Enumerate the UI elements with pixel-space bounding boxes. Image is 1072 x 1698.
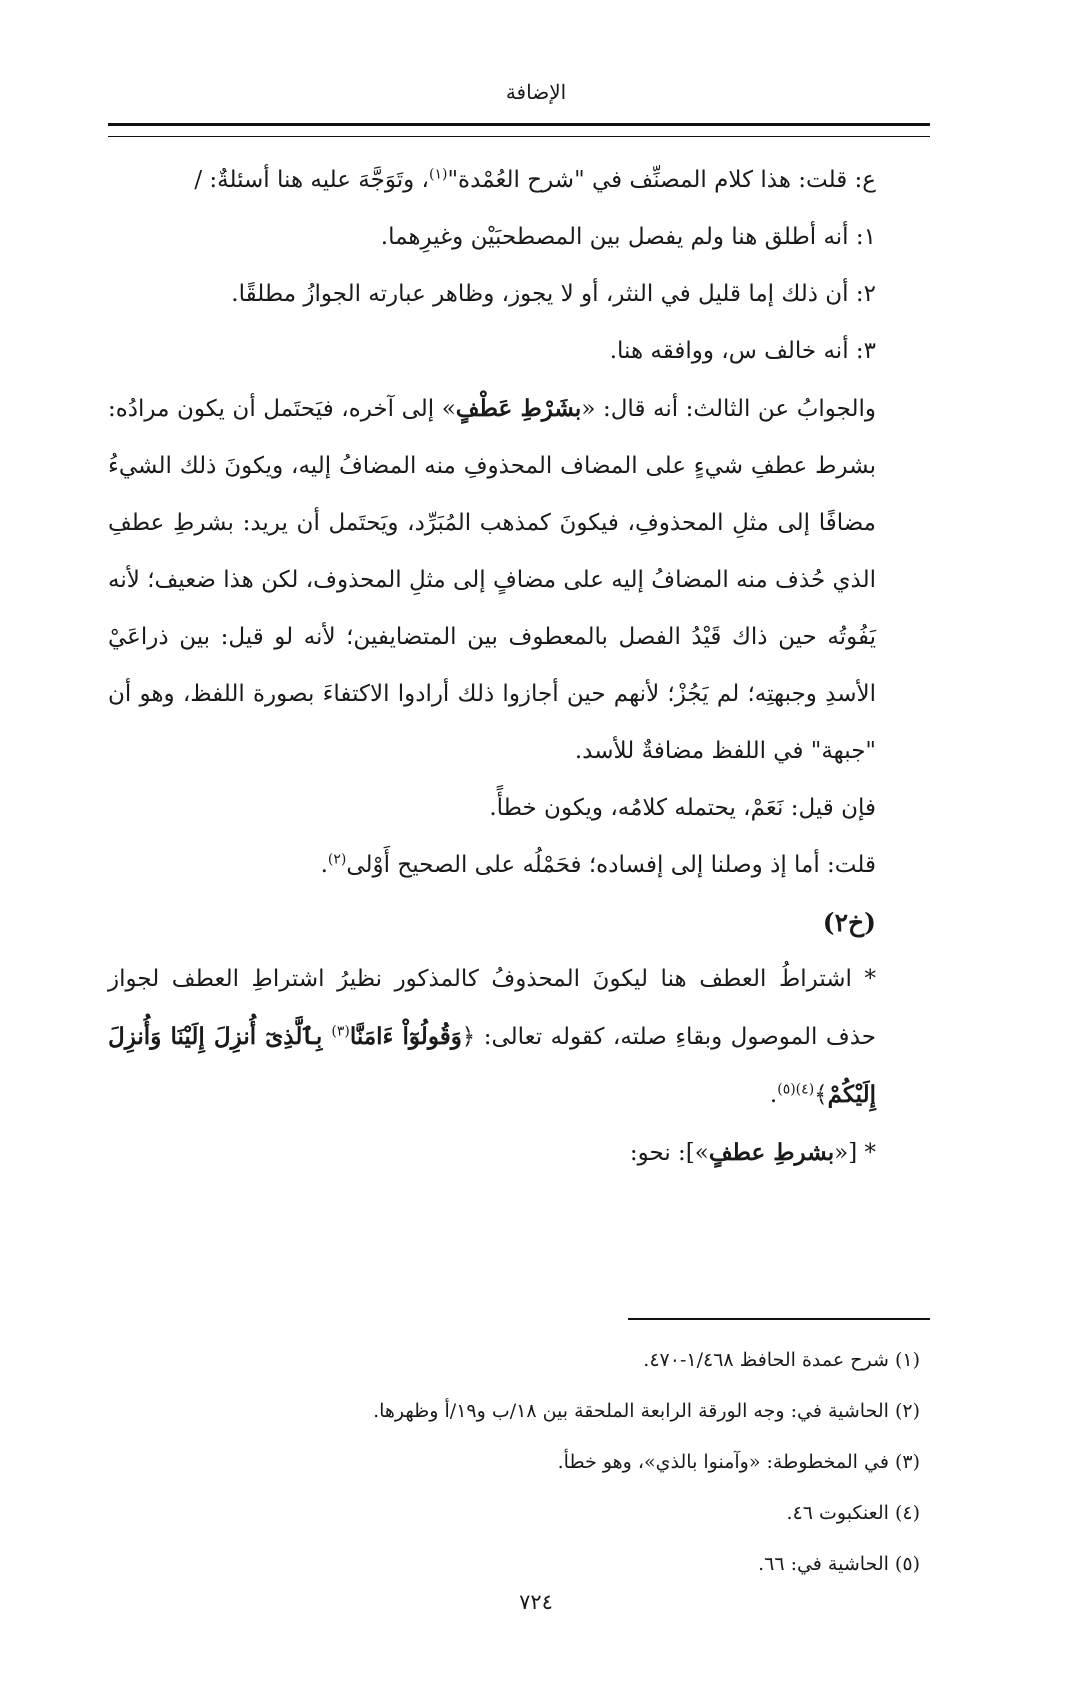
paragraph-1-text: ع: قلت: هذا كلام المصنِّف في "شرح العُمْدة" <box>447 167 876 193</box>
reply-text: قلت: أما إذ وصلنا إلى إفساده؛ فحَمْلُه على الصحيح أَوْلى <box>346 852 876 878</box>
footnote-3: (٣) في المخطوطة: «وآمنوا بالذي»، وهو خطأ. <box>557 1451 920 1473</box>
page-number: ٧٢٤ <box>519 1590 553 1614</box>
answer-lead: والجوابُ عن الثالث: أنه قال: « <box>581 396 876 422</box>
objection: فإن قيل: نَعَمْ، يحتمله كلامُه، ويكون خطأً. <box>489 795 876 821</box>
running-title: الإضافة <box>505 80 567 104</box>
example-tail: »]: نحو: <box>629 1140 709 1166</box>
main-text <box>108 152 930 1182</box>
footnote-ref-4-5: (٤)(٥) <box>777 1081 815 1098</box>
footnotes <box>108 1335 930 1590</box>
footnote-2: (٢) الحاشية في: وجه الورقة الرابعة الملحقة بين ١٨/ب و١٩/أ وظهرها. <box>373 1400 920 1422</box>
quran-verse-part-1: وَقُولُوٓاْ ءَامَنَّا <box>349 1023 462 1050</box>
footnote-5: (٥) الحاشية في: ٦٦. <box>758 1553 920 1575</box>
example-intro <box>108 1124 930 1182</box>
paragraph-1-tail: ، وتَوَجَّهَ عليه هنا أسئلةٌ: / <box>194 167 429 193</box>
answer-quote-bold: بشَرْطِ عَطْفٍ <box>455 395 582 422</box>
header-rule-thick <box>108 123 930 126</box>
question-2: ٢: أن ذلك إما قليل في النثر، أو لا يجوز، وظاهر عبارته الجوازُ مطلقًا. <box>231 281 876 307</box>
footnote-separator <box>628 1318 930 1320</box>
footnote-1: (١) شرح عمدة الحافظ ١/٤٦٨-٤٧٠. <box>643 1349 920 1371</box>
question-1: ١: أنه أطلق هنا ولم يفصل بين المصطحبَيْن وغيرِهما. <box>380 224 876 250</box>
quran-close-bracket: ﴾ <box>814 1082 828 1108</box>
question-3: ٣: أنه خالف س، ووافقه هنا. <box>609 338 876 364</box>
reply-tail: . <box>320 852 328 878</box>
condition-text: * اشتراطُ العطف هنا ليكونَ المحذوفُ كالمذكور نظيرُ اشتراطِ العطف لجواز حذف الموصول وبقاءِ صلته، كقوله تعالى: ﴿ <box>108 966 876 1050</box>
quran-verse-part-2: بِٱلَّذِىٓ أُنزِلَ إِلَيْنَا وَأُنزِلَ إِلَيْكُمْ <box>108 1023 876 1108</box>
condition-tail: . <box>769 1082 778 1108</box>
header-rule-thin <box>108 136 930 137</box>
footnote-ref-3: (٣) <box>331 1023 350 1040</box>
footnote-ref-1: (١) <box>428 166 448 183</box>
example-bold: بشرطِ عطفٍ <box>708 1139 835 1166</box>
footnote-ref-2: (٢) <box>327 851 347 868</box>
section-heading: (خ٢) <box>822 908 876 937</box>
reply <box>108 837 930 894</box>
paragraph-1 <box>108 152 930 209</box>
condition-paragraph <box>108 951 930 1124</box>
example-lead: * [« <box>834 1140 876 1166</box>
answer-paragraph <box>108 380 930 780</box>
footnote-4: (٤) العنكبوت ٤٦. <box>786 1502 920 1524</box>
answer-body: » إلى آخره، فيَحتَمل أن يكون مرادُه: بشرط عطفِ شيءٍ على المضاف المحذوفِ منه المضافُ إليه، ويكونَ ذلك الشيءُ مضافًا إلى مثلِ المحذوفِ، فيكونَ كمذهب المُبَرِّد، ويَحتَمل أن يريد: بشرطِ عطفِ الذي حُذف منه المضافُ إليه على مضافٍ إلى مثلِ المحذوف، لكن هذا ضعيف؛ لأنه يَفُوتُه حين ذاك قَيْدُ الفصل بالمعطوف بين المتضايفين؛ لأنه لو قيل: بين ذراعَيْ الأسدِ وجبهتِه؛ لم يَجُزْ؛ لأنهم حين أجازوا ذلك أرادوا الاكتفاءَ بصورة اللفظ، وهو أن "جبهة" في اللفظ مضافةٌ للأسد. <box>108 396 876 764</box>
